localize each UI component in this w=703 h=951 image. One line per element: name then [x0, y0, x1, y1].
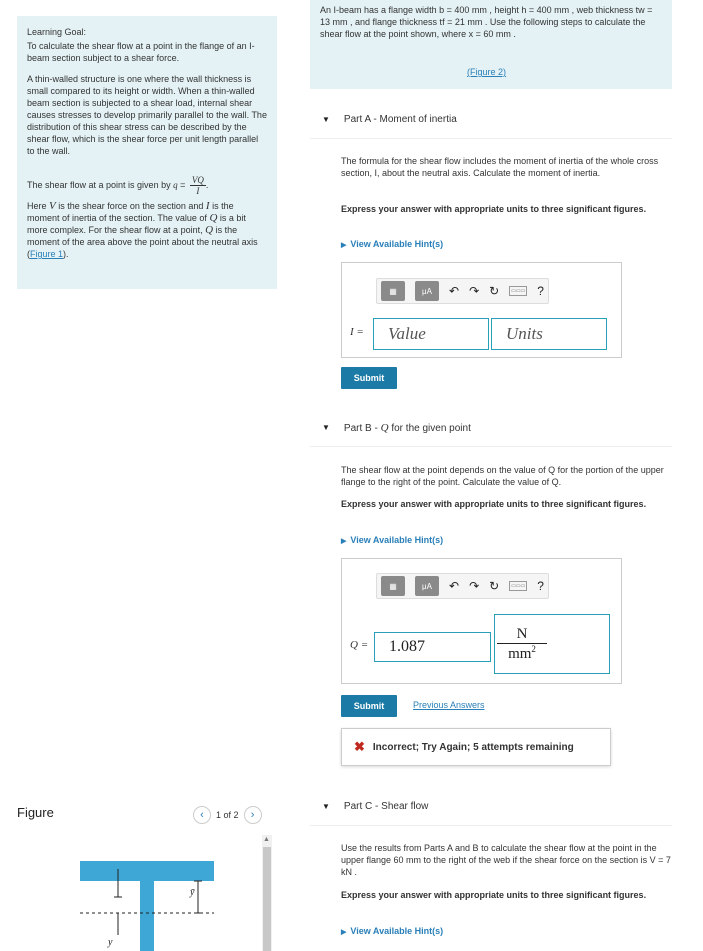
- feedback-text: Incorrect; Try Again; 5 attempts remaining: [372, 741, 574, 753]
- scroll-up-icon[interactable]: ▲: [263, 836, 270, 843]
- reset-icon[interactable]: ↻: [489, 579, 500, 593]
- part-b-units-input[interactable]: [494, 614, 610, 674]
- figure-1-link[interactable]: Figure 1: [30, 249, 64, 259]
- part-b-header[interactable]: [310, 409, 672, 447]
- units-button[interactable]: μA: [415, 576, 439, 596]
- part-c-description: Use the results from Parts A and B to calculate the shear flow at the point in the upper flange 60 mm to the right of the web if the shear force on the section is V = 7 kN .: [341, 843, 671, 877]
- part-c-title: Part C - Shear flow: [343, 801, 429, 812]
- label-y: y: [108, 937, 113, 948]
- collapse-triangle-icon[interactable]: ▼: [322, 115, 330, 124]
- undo-icon[interactable]: ↶: [449, 579, 460, 593]
- part-b-value-input[interactable]: 1.087: [374, 632, 491, 662]
- learning-goal-intro: To calculate the shear flow at a point in the flange of an I-beam section subject to a shear force.: [27, 41, 255, 63]
- part-a-value-input[interactable]: Value: [373, 318, 489, 350]
- keyboard-icon[interactable]: ▭▭▭: [511, 288, 526, 294]
- problem-text: An I-beam has a flange width b = 400 mm , height h = 400 mm , web thickness tw = 13 mm , and flange thickness tf = 21 mm . Use the following steps to calculate the shear flow at the point shown, where x = 60 mm .: [320, 5, 653, 39]
- part-a-header[interactable]: [310, 101, 672, 139]
- beam-top-flange: [80, 861, 214, 881]
- part-a-description: The formula for the shear flow includes the moment of inertia of the whole cross section, I, about the neutral axis. Calculate the moment of inertia.: [341, 156, 659, 178]
- learning-goal-paragraph-2: Here V is the shear force on the section and I is the moment of inertia of the section. The value of Q is a bit more complex. For the shear flow at a point, Q is the moment of the area above the point about the neutral axis (Figure 1).: [27, 200, 258, 259]
- part-c-header[interactable]: [310, 788, 672, 826]
- part-a-label: I =: [350, 326, 364, 338]
- help-icon[interactable]: ?: [537, 284, 544, 298]
- units-button[interactable]: μA: [415, 281, 439, 301]
- beam-web: [140, 881, 154, 951]
- scroll-thumb[interactable]: [263, 847, 271, 951]
- part-b-label: Q =: [350, 639, 369, 651]
- i-beam-figure: [78, 855, 218, 951]
- part-b-submit-button[interactable]: Submit: [341, 695, 397, 717]
- figure-scrollbar[interactable]: [262, 835, 272, 951]
- shear-flow-formula: The shear flow at a point is given by q = $\frac{VQ}{I}$ .: [27, 175, 209, 196]
- unit-denominator: $mm^2$: [508, 643, 536, 662]
- help-icon[interactable]: ?: [537, 579, 544, 593]
- part-a-units-input[interactable]: Units: [491, 318, 607, 350]
- part-a-hint-link[interactable]: ▶ View Available Hint(s): [341, 239, 444, 249]
- templates-button[interactable]: ▦: [381, 281, 405, 301]
- collapse-triangle-icon[interactable]: ▼: [322, 802, 330, 811]
- feedback-banner: [341, 728, 611, 766]
- problem-statement: [310, 0, 672, 89]
- collapse-triangle-icon[interactable]: ▼: [322, 423, 330, 432]
- caret-right-icon: ▶: [341, 242, 347, 249]
- part-c-instruction: Express your answer with appropriate units to three significant figures.: [341, 890, 647, 900]
- redo-icon[interactable]: ↷: [469, 579, 480, 593]
- caret-right-icon: ▶: [341, 929, 347, 936]
- figure-2-link[interactable]: (Figure 2): [467, 67, 507, 77]
- undo-icon[interactable]: ↶: [449, 284, 460, 298]
- part-a-instruction: Express your answer with appropriate units to three significant figures.: [341, 204, 647, 214]
- learning-goal-paragraph-1: A thin-walled structure is one where the wall thickness is small compared to its height or width. When a thin-walled beam section is subjected to a shear load, internal shear causes stresses to develop primarily parallel to the wall. The distribution of this shear stress can be described by the shear flow, which is the shear force per unit length parallel to the wall.: [27, 74, 267, 156]
- figure-page-count: 1 of 2: [216, 810, 239, 820]
- figure-title: Figure: [17, 805, 54, 820]
- learning-goal-panel: [17, 16, 277, 289]
- part-b-description: The shear flow at the point depends on the value of Q for the portion of the upper flange to the right of the point. Calculate the value of Q.: [341, 465, 664, 487]
- chevron-left-icon[interactable]: ‹: [193, 806, 211, 824]
- learning-goal-title: Learning Goal:: [27, 27, 87, 37]
- error-x-icon: ✖: [354, 739, 365, 754]
- part-b-toolbar: [376, 573, 549, 599]
- figure-pager: [193, 806, 262, 824]
- part-a-title: Part A - Moment of inertia: [343, 114, 457, 125]
- keyboard-icon[interactable]: ▭▭▭: [511, 583, 526, 589]
- previous-answers-link[interactable]: Previous Answers: [413, 700, 485, 710]
- label-ybar: ȳ: [190, 887, 195, 898]
- caret-right-icon: ▶: [341, 538, 347, 545]
- templates-button[interactable]: ▦: [381, 576, 405, 596]
- chevron-right-icon[interactable]: ›: [244, 806, 262, 824]
- unit-numerator: N: [497, 626, 547, 644]
- part-b-hint-link[interactable]: ▶ View Available Hint(s): [341, 535, 444, 545]
- part-b-instruction: Express your answer with appropriate units to three significant figures.: [341, 499, 647, 509]
- part-a-submit-button[interactable]: Submit: [341, 367, 397, 389]
- part-b-title: Part B - Q for the given point: [343, 421, 471, 434]
- reset-icon[interactable]: ↻: [489, 284, 500, 298]
- redo-icon[interactable]: ↷: [469, 284, 480, 298]
- part-c-hint-link[interactable]: ▶ View Available Hint(s): [341, 926, 444, 936]
- part-a-toolbar: [376, 278, 549, 304]
